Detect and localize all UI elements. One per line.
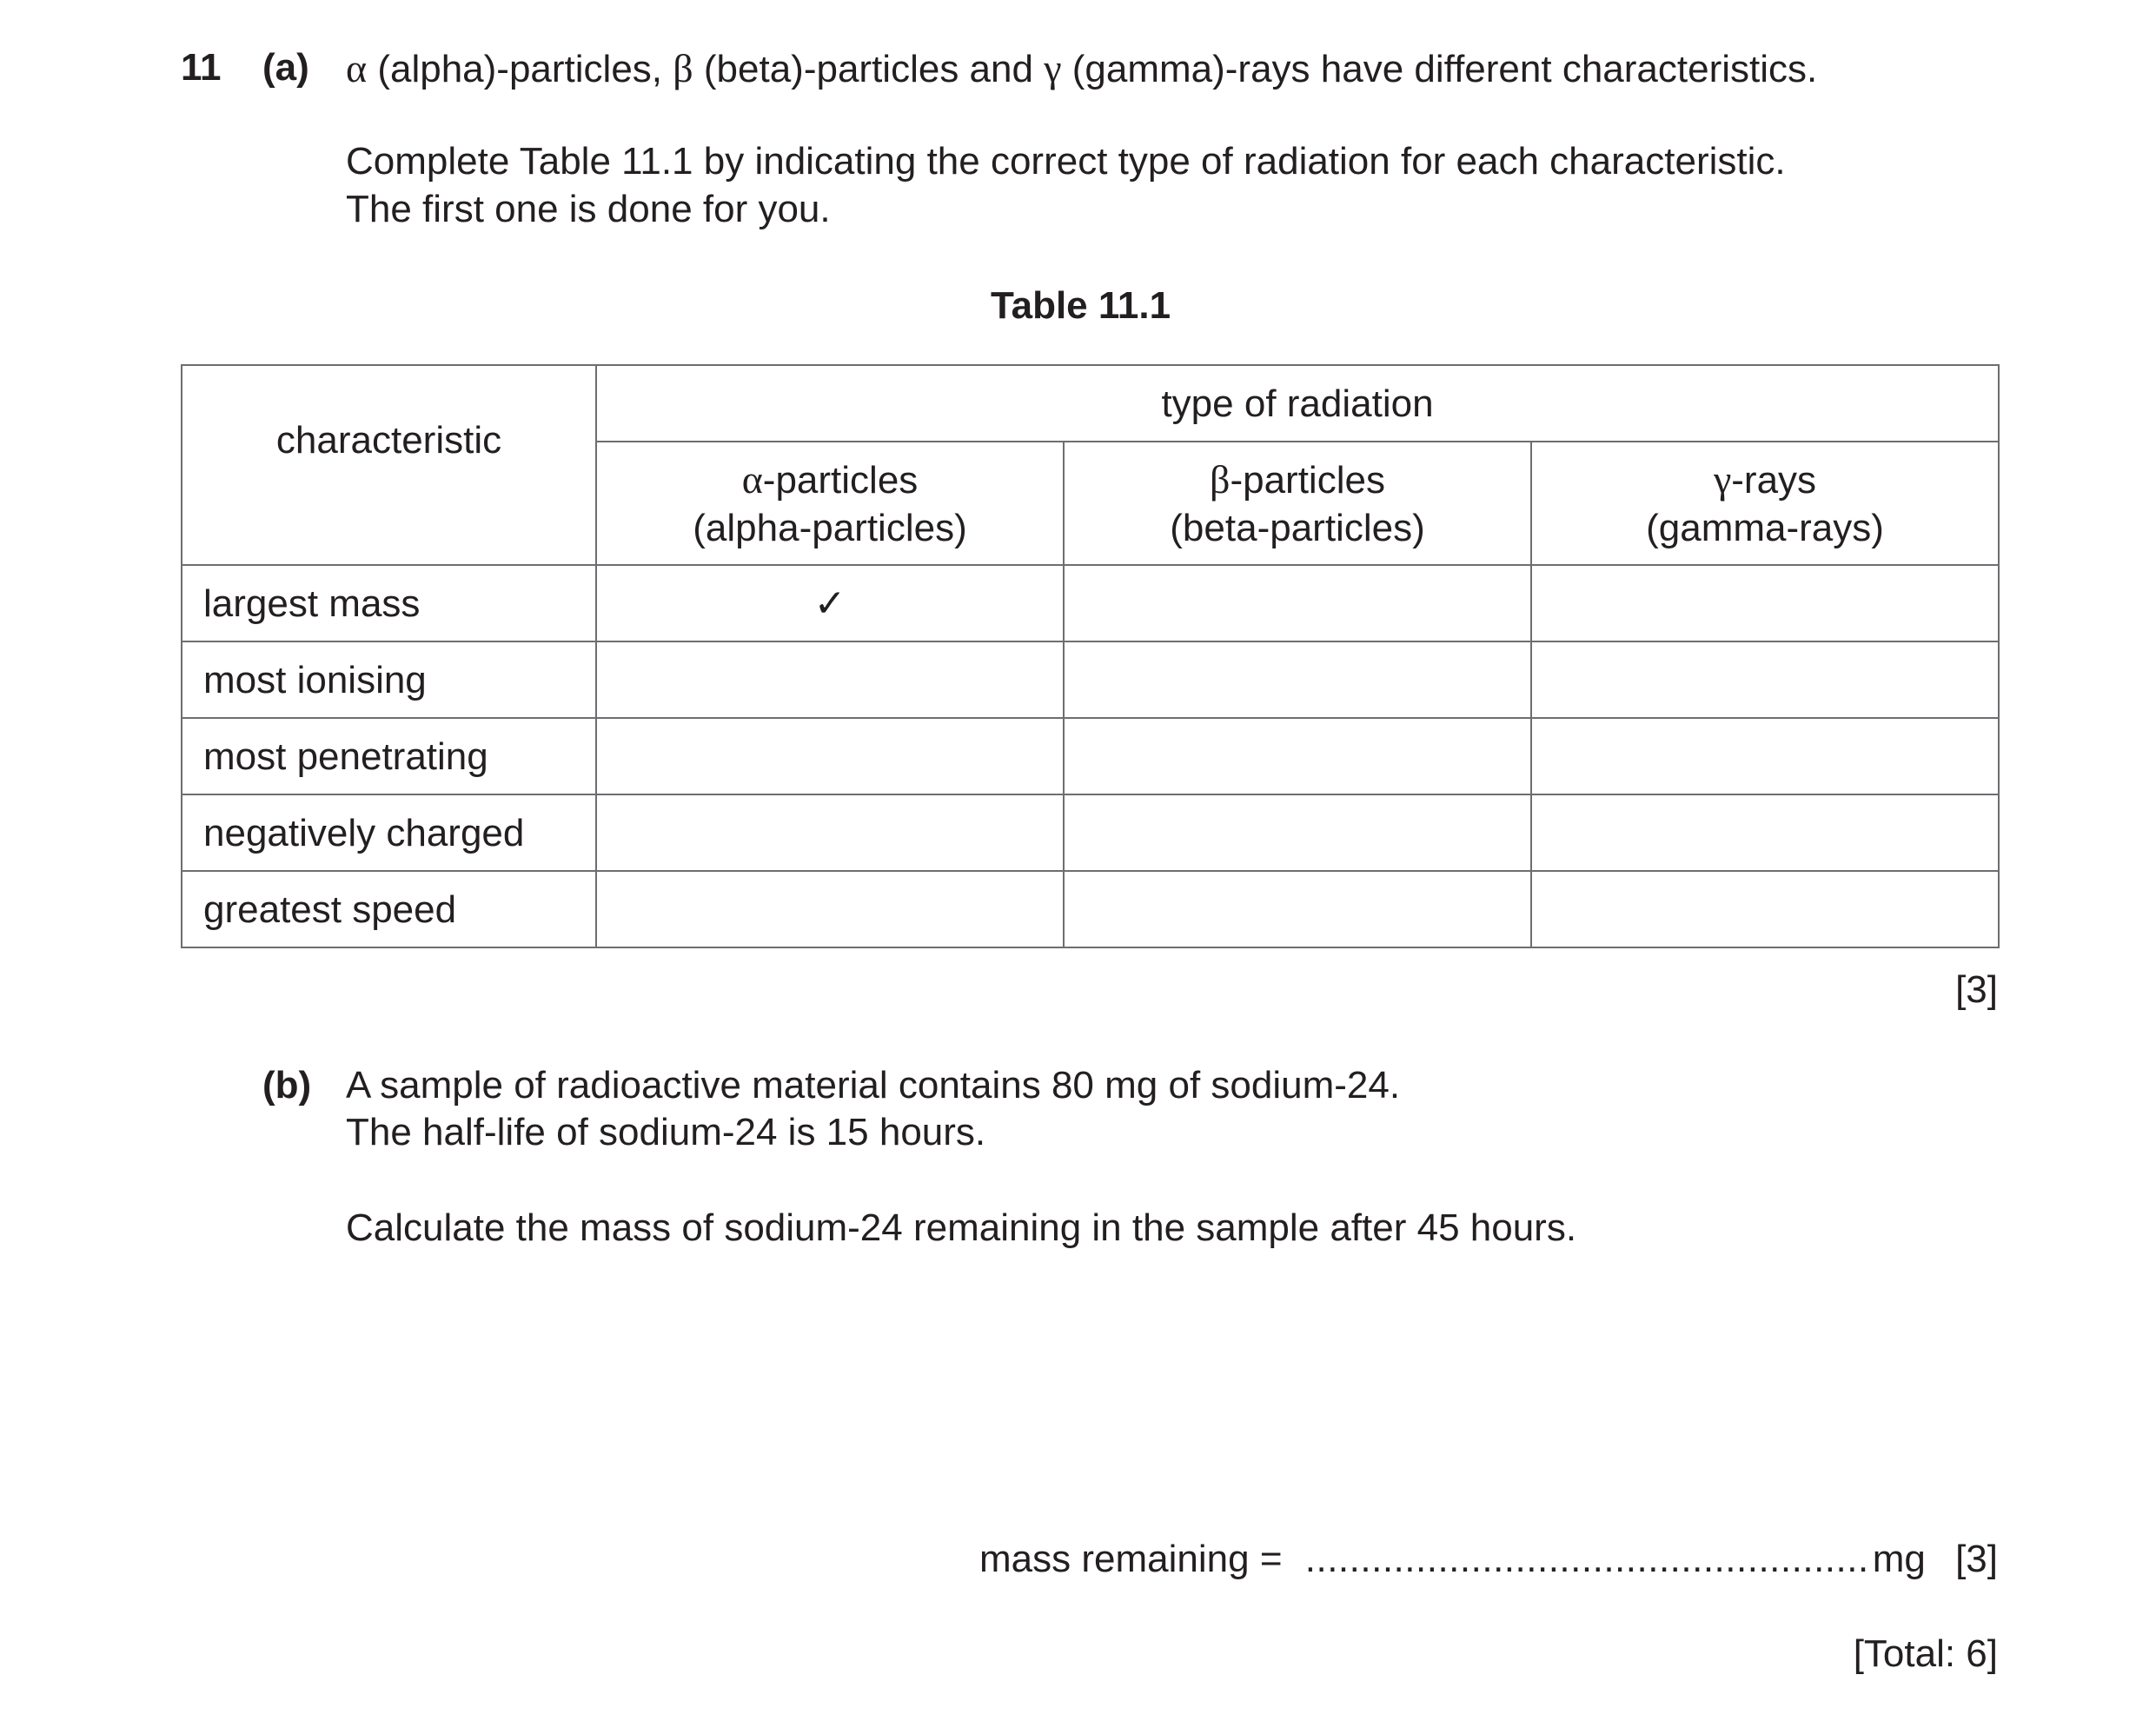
intro-text-3: (gamma)-rays have different characteristics. (1061, 48, 1818, 90)
gamma-header-line1: -rays (1731, 458, 1817, 502)
alpha-symbol: α (741, 456, 763, 502)
beta-symbol: β (673, 46, 693, 90)
answer-cell-alpha[interactable] (596, 794, 1064, 871)
intro-text-2: (beta)-particles and (693, 48, 1045, 90)
answer-cell-alpha[interactable] (596, 871, 1064, 947)
alpha-header-line1: -particles (762, 458, 919, 502)
alpha-header-line2: (alpha-particles) (693, 507, 967, 550)
answer-cell-alpha[interactable] (596, 718, 1064, 794)
beta-header-line1: -particles (1230, 458, 1385, 502)
table-row (182, 641, 1999, 718)
intro-text-1: (alpha)-particles, (367, 48, 673, 90)
part-b-marks: [3] (1955, 1538, 1998, 1580)
part-b-line-2: The half-life of sodium-24 is 15 hours. (346, 1111, 986, 1153)
answer-cell-gamma[interactable] (1531, 718, 1999, 794)
beta-header-line2: (beta-particles) (1170, 507, 1425, 550)
characteristic-cell: largest mass (182, 565, 596, 641)
part-b-line-3: Calculate the mass of sodium-24 remaining in the sample after 45 hours. (346, 1206, 1577, 1249)
answer-field[interactable]: ................................................... (1304, 1538, 1869, 1580)
part-a-label: (a) (262, 46, 309, 89)
type-of-radiation-header: type of radiation (596, 365, 1999, 442)
answer-cell-beta[interactable] (1064, 565, 1531, 641)
column-header-gamma (1531, 442, 1999, 565)
table-row (182, 718, 1999, 794)
radiation-table (181, 364, 2000, 948)
column-header-beta (1064, 442, 1531, 565)
answer-cell-beta[interactable] (1064, 871, 1531, 947)
beta-symbol: β (1210, 456, 1231, 502)
table-row (182, 871, 1999, 947)
answer-line (979, 1540, 1998, 1578)
table-header-row (182, 365, 1999, 442)
gamma-symbol: γ (1044, 46, 1062, 90)
answer-label: mass remaining = (979, 1538, 1283, 1580)
answer-cell-gamma[interactable] (1531, 565, 1999, 641)
answer-cell-beta[interactable] (1064, 718, 1531, 794)
question-number: 11 (181, 46, 222, 89)
part-b-line-1: A sample of radioactive material contains 80 mg of sodium-24. (346, 1064, 1401, 1107)
table-caption: Table 11.1 (991, 284, 1171, 327)
alpha-symbol: α (346, 46, 368, 90)
answer-cell-alpha[interactable]: ✓ (596, 565, 1064, 641)
answer-unit: mg (1872, 1538, 1926, 1580)
instruction-line-1: Complete Table 11.1 by indicating the correct type of radiation for each characteristic. (346, 140, 1786, 183)
table-row (182, 565, 1999, 641)
answer-cell-alpha[interactable] (596, 641, 1064, 718)
characteristic-cell: greatest speed (182, 871, 596, 947)
characteristic-header (182, 365, 596, 565)
characteristic-header-text: characteristic (275, 418, 502, 462)
column-header-alpha (596, 442, 1064, 565)
answer-cell-beta[interactable] (1064, 794, 1531, 871)
characteristic-cell: most penetrating (182, 718, 596, 794)
answer-cell-gamma[interactable] (1531, 871, 1999, 947)
gamma-symbol: γ (1713, 456, 1732, 502)
part-b-label: (b) (262, 1064, 312, 1107)
instruction-line-2: The first one is done for you. (346, 188, 831, 230)
part-a-intro (346, 46, 1818, 90)
answer-cell-gamma[interactable] (1531, 641, 1999, 718)
characteristic-cell: negatively charged (182, 794, 596, 871)
characteristic-cell: most ionising (182, 641, 596, 718)
answer-cell-beta[interactable] (1064, 641, 1531, 718)
total-marks: [Total: 6] (1853, 1632, 1998, 1675)
answer-cell-gamma[interactable] (1531, 794, 1999, 871)
gamma-header-line2: (gamma-rays) (1646, 507, 1884, 550)
part-a-marks: [3] (1955, 968, 1998, 1011)
table-row (182, 794, 1999, 871)
